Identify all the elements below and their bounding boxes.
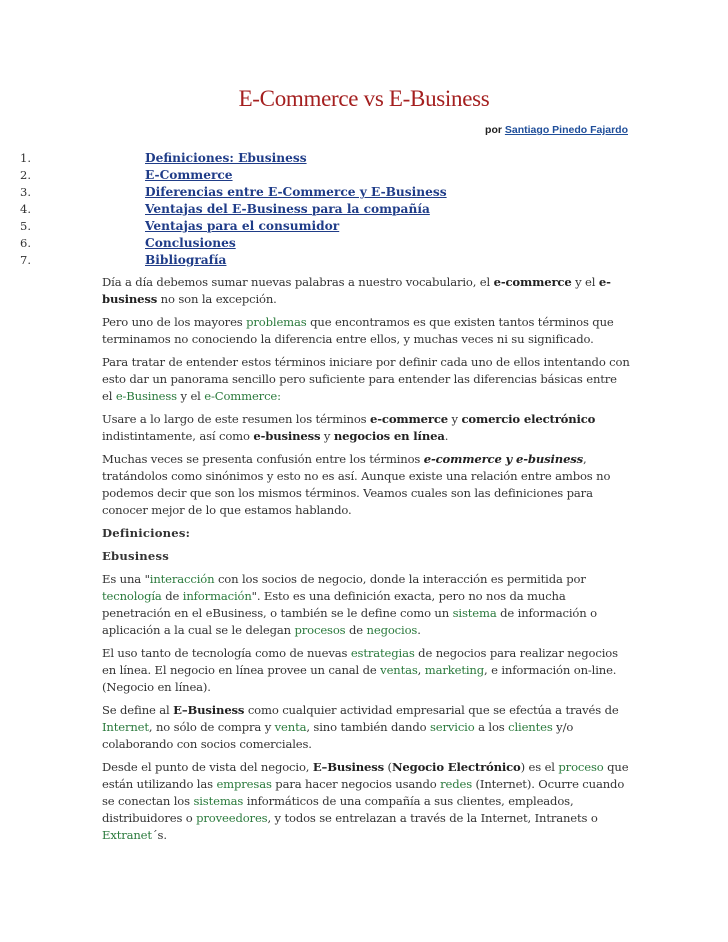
paragraph-ebusiness-definition (102, 571, 630, 639)
toc-number: 2. (20, 168, 31, 182)
term: Negocio Electrónico (391, 760, 521, 774)
text: para hacer negocios usando (271, 777, 441, 791)
text: , no sólo de compra y (148, 720, 275, 734)
text: ´s. (151, 828, 167, 842)
term: comercio electrónico (461, 412, 596, 426)
text: El uso tanto de tecnología como de nuevas (102, 646, 351, 660)
text: , tratándolos como sinónimos y esto no es así. Aunque existe una relación entre ambos no podemos decir que son los mismos términos. Veamos cuales son las definiciones para conocer mejor de lo que estamos hablando. (102, 452, 611, 517)
toc-item (20, 235, 447, 252)
link-tecnologia[interactable]: tecnología (102, 589, 162, 603)
text: Es una " (102, 572, 150, 586)
paragraph-negocio (102, 759, 630, 844)
toc-link-conclusiones[interactable]: Conclusiones (145, 236, 236, 250)
toc-link-ventajas-consumidor[interactable]: Ventajas para el consumidor (145, 219, 340, 233)
document-title: E-Commerce vs E-Business (238, 86, 490, 111)
link-extranet[interactable]: Extranet (102, 828, 152, 842)
link-proceso[interactable]: proceso (558, 760, 604, 774)
term-italic: e-commerce y e-business (423, 452, 584, 466)
text: y (447, 412, 462, 426)
text: de (345, 623, 367, 637)
term-ecommerce: e-commerce (493, 275, 572, 289)
article-body (102, 274, 630, 850)
text: . (417, 623, 421, 637)
text: , y todos se entrelazan a través de la Internet, Intranets o (267, 811, 598, 825)
paragraph-purpose (102, 354, 630, 405)
byline-prefix: por (485, 124, 502, 136)
link-sistema[interactable]: sistema (452, 606, 497, 620)
author-link[interactable]: Santiago Pinedo Fajardo (504, 124, 628, 136)
link-marketing[interactable]: marketing (424, 663, 484, 677)
toc-item (20, 184, 447, 201)
link-venta[interactable]: venta (274, 720, 307, 734)
text: no son la excepción. (157, 292, 277, 306)
toc-item (20, 218, 447, 235)
paragraph-terms (102, 411, 630, 445)
link-interaccion[interactable]: interacción (149, 572, 215, 586)
link-ecommerce[interactable]: e-Commerce: (204, 389, 281, 403)
link-problemas[interactable]: problemas (246, 315, 307, 329)
link-informacion[interactable]: información (182, 589, 252, 603)
term: e-commerce (370, 412, 448, 426)
text: de información o aplicación a la cual se le delegan (102, 606, 597, 637)
link-ventas[interactable]: ventas (380, 663, 418, 677)
text: y (320, 429, 334, 443)
text: a los (474, 720, 509, 734)
toc-item (20, 167, 447, 184)
text: Para tratar de entender estos términos iniciare por definir cada uno de ellos intentando con esto dar un panorama sencillo pero suficiente para entender las diferencias básicas entre el (102, 355, 630, 403)
text: ( (384, 760, 392, 774)
toc-link-definiciones[interactable]: Definiciones: Ebusiness (145, 151, 307, 165)
paragraph-problem (102, 314, 630, 348)
text: que encontramos es que existen tantos términos que terminamos no conociendo la diferencia entre ellos, y muchas veces ni su significado. (102, 315, 614, 346)
link-redes[interactable]: redes (440, 777, 473, 791)
text: informáticos de una compañía a sus clientes, empleados, distribuidores o (102, 794, 574, 825)
term: e-business (253, 429, 321, 443)
term: negocios en línea (333, 429, 445, 443)
text: y/o colaborando con socios comerciales. (102, 720, 574, 751)
link-estrategias[interactable]: estrategias (350, 646, 415, 660)
text: y el (571, 275, 599, 289)
byline (485, 124, 628, 136)
link-ebusiness[interactable]: e-Business (115, 389, 177, 403)
text: ) es el (520, 760, 559, 774)
toc-link-diferencias[interactable]: Diferencias entre E-Commerce y E-Business (145, 185, 447, 199)
toc-item (20, 252, 447, 269)
toc-link-ventajas-compania[interactable]: Ventajas del E-Business para la compañía (145, 202, 430, 216)
text: con los socios de negocio, donde la interacción es permitida por (214, 572, 586, 586)
toc-number: 1. (20, 151, 31, 165)
text: , (417, 663, 425, 677)
paragraph-define-ebusiness (102, 702, 630, 753)
link-proveedores[interactable]: proveedores (196, 811, 268, 825)
term: E–Business (173, 703, 245, 717)
table-of-contents (20, 150, 447, 269)
link-empresas[interactable]: empresas (216, 777, 272, 791)
text: como cualquier actividad empresarial que se efectúa a través de (244, 703, 619, 717)
link-clientes[interactable]: clientes (508, 720, 553, 734)
link-internet[interactable]: Internet (102, 720, 149, 734)
text: (Internet). Ocurre cuando se conectan los (102, 777, 625, 808)
toc-number: 4. (20, 202, 31, 216)
text: Muchas veces se presenta confusión entre los términos (102, 452, 424, 466)
toc-number: 7. (20, 253, 31, 267)
toc-item (20, 201, 447, 218)
toc-item (20, 150, 447, 167)
text: ". Esto es una definición exacta, pero no nos da mucha penetración en el eBusiness, o también se le define como un (102, 589, 566, 620)
text: Pero uno de los mayores (102, 315, 247, 329)
text: , sino también dando (306, 720, 430, 734)
toc-link-ecommerce[interactable]: E-Commerce (145, 168, 233, 182)
paragraph-tecnologia (102, 645, 630, 696)
text: y el (176, 389, 205, 403)
link-sistemas[interactable]: sistemas (193, 794, 244, 808)
text: que están utilizando las (102, 760, 629, 791)
text: de (161, 589, 183, 603)
text: indistintamente, así como (102, 429, 254, 443)
text: de negocios para realizar negocios en línea. El negocio en línea provee un canal de (102, 646, 618, 677)
text: , e información on-line. (Negocio en línea). (102, 663, 617, 694)
term-ebusiness: e-business (102, 275, 611, 306)
link-servicio[interactable]: servicio (429, 720, 475, 734)
text: Desde el punto de vista del negocio, (102, 760, 313, 774)
text: . (444, 429, 449, 443)
paragraph-confusion (102, 451, 630, 519)
toc-link-bibliografia[interactable]: Bibliografía (145, 253, 227, 267)
text: Día a día debemos sumar nuevas palabras a nuestro vocabulario, el (102, 275, 494, 289)
heading-definiciones: Definiciones: (102, 526, 191, 540)
toc-number: 6. (20, 236, 31, 250)
term: E–Business (312, 760, 385, 774)
heading-ebusiness: Ebusiness (102, 549, 169, 563)
text: Usare a lo largo de este resumen los términos (102, 412, 371, 426)
toc-number: 3. (20, 185, 31, 199)
toc-number: 5. (20, 219, 31, 233)
link-procesos[interactable]: procesos (294, 623, 346, 637)
paragraph-intro (102, 274, 630, 308)
text: Se define al (102, 703, 174, 717)
link-negocios[interactable]: negocios (366, 623, 418, 637)
